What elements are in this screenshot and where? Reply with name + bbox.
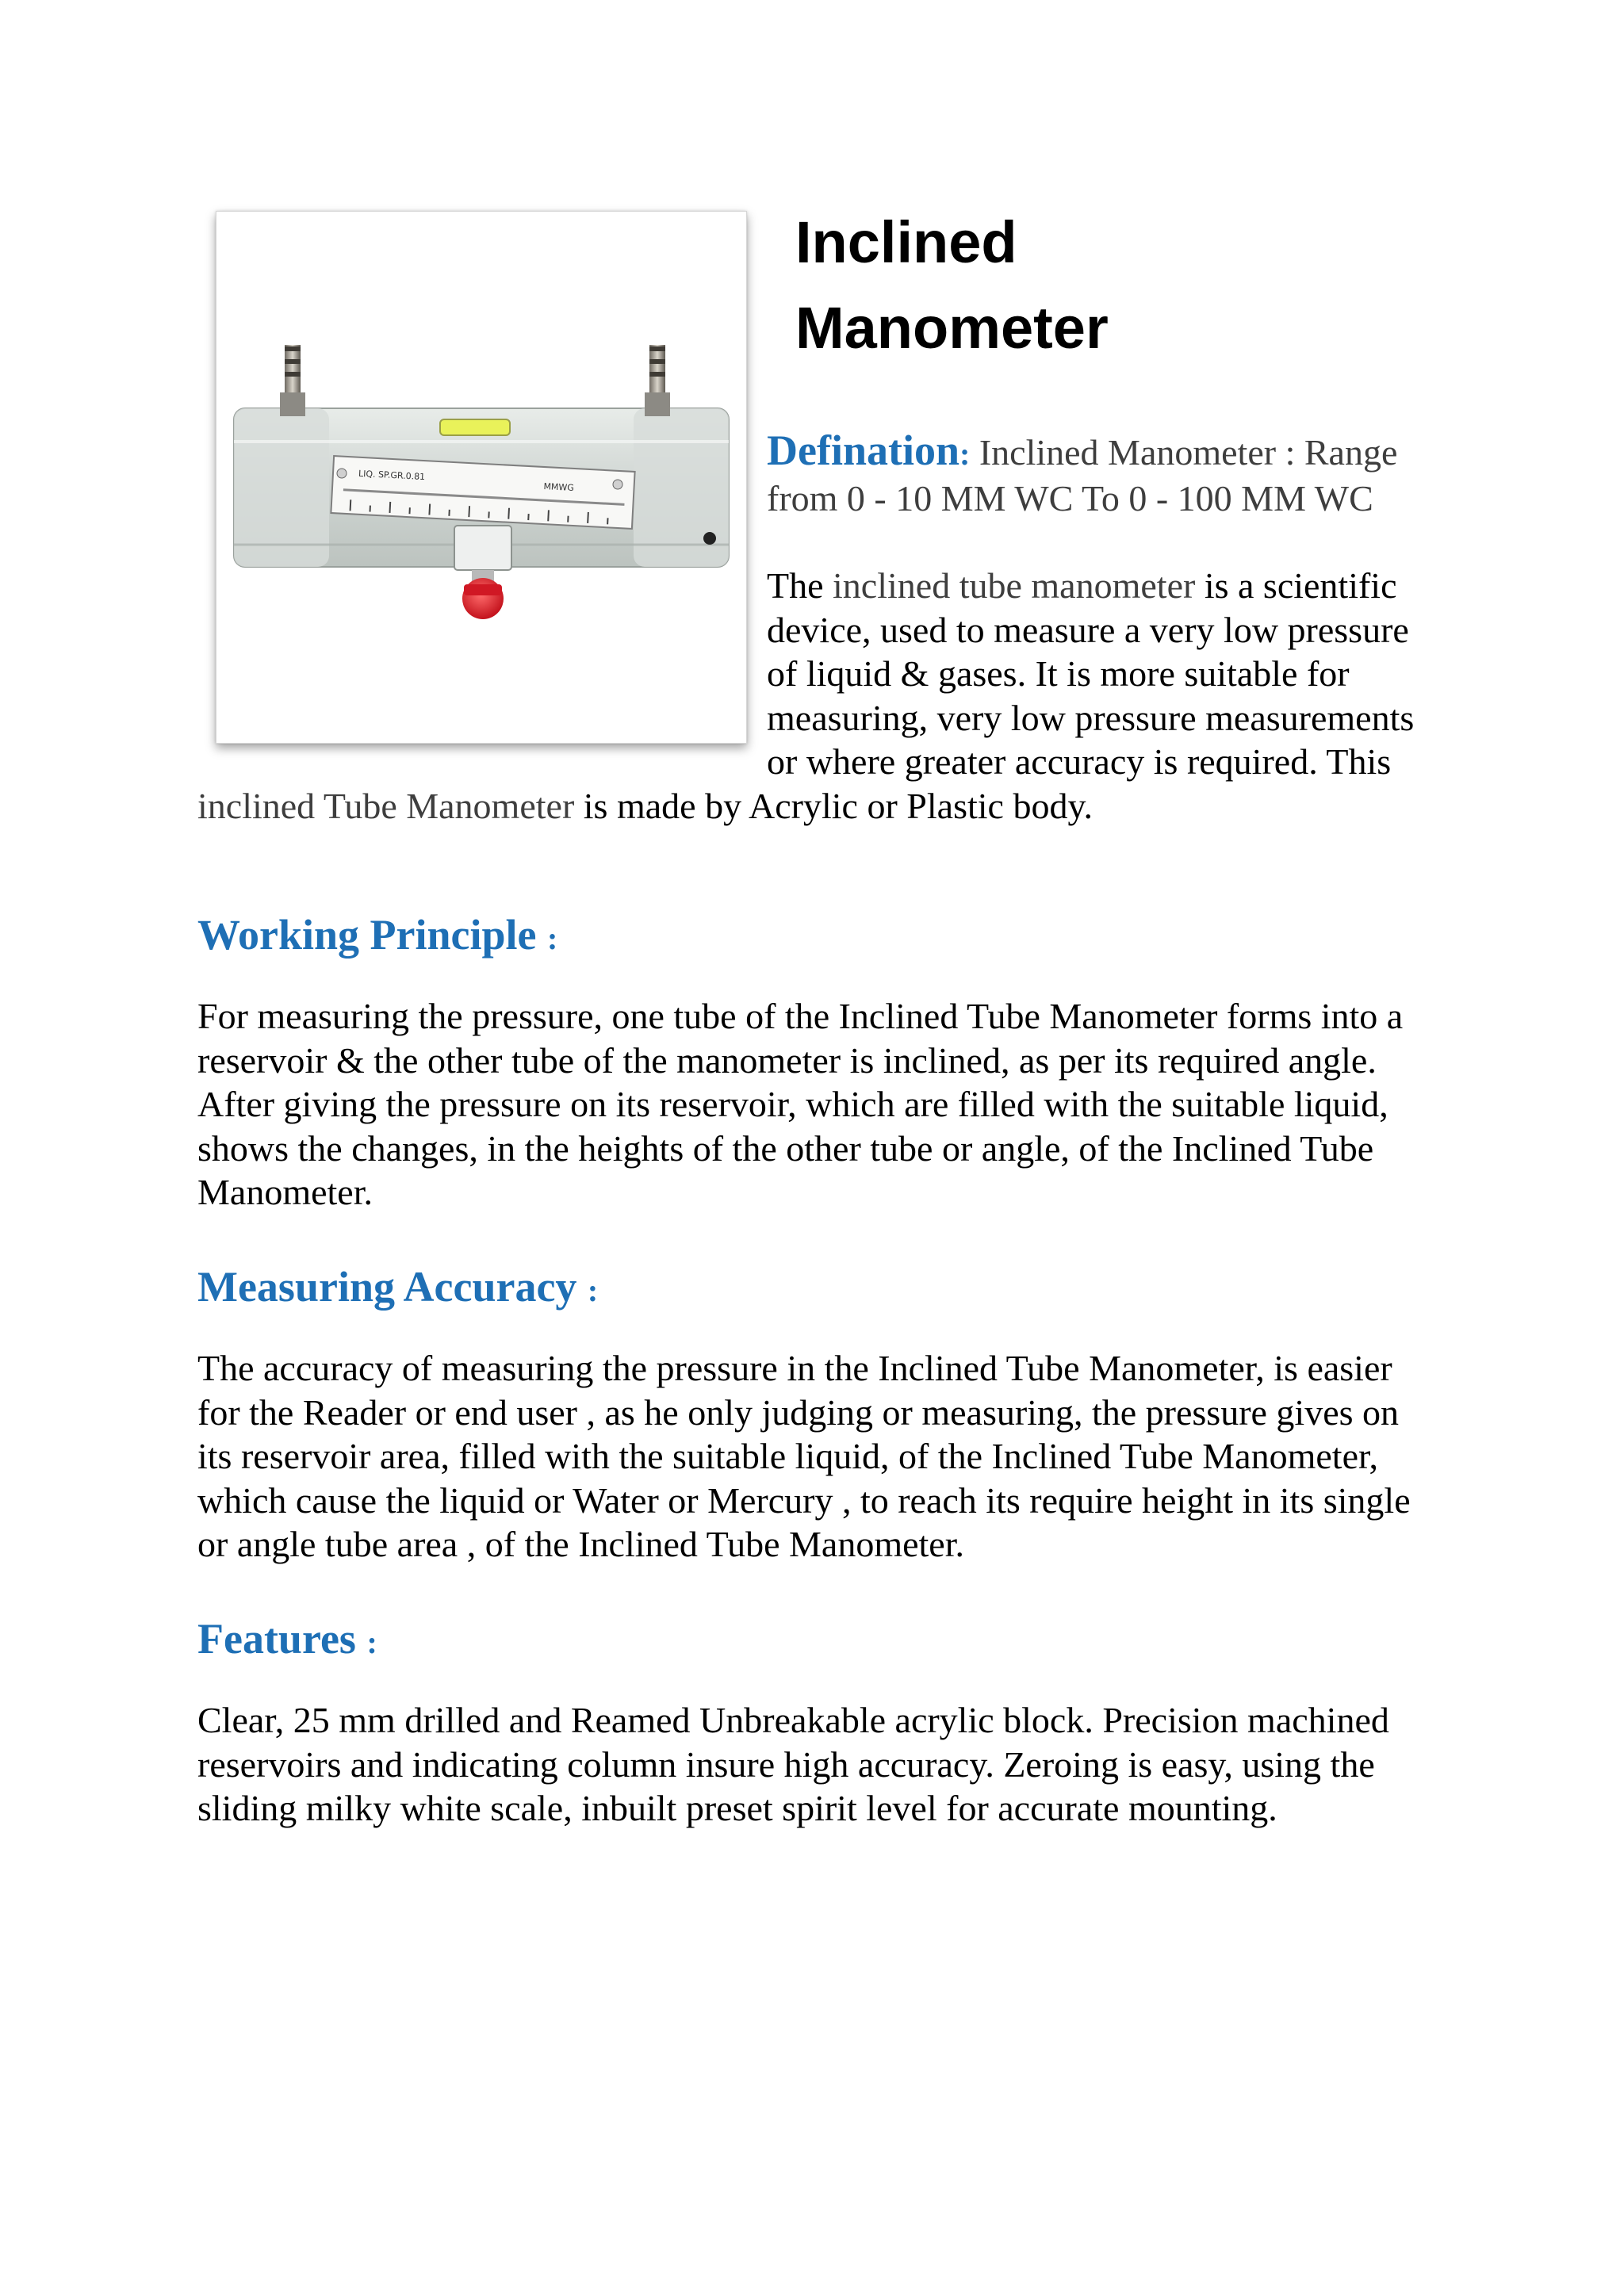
intro-text-2: is a scientific device, used to measure a very low pressure of liquid & gases. It is more suitable for measuring, very low pressure measurements or where greater accuracy is required. This xyxy=(767,565,1415,782)
scale-label-right: MMWG xyxy=(543,481,575,493)
features-heading-text: Features xyxy=(197,1615,356,1663)
measuring-accuracy-heading xyxy=(197,1262,598,1315)
intro-text-3: is made by Acrylic or Plastic body. xyxy=(574,785,1093,826)
measuring-accuracy-text: The accuracy of measuring the pressure in the Inclined Tube Manometer, is easier for the Reader or end user , as he only judging or measuring, the pressure gives on its reservoir area, filled with the suitable liquid, of the Inclined Tube Manometer, which cause the liquid or Water or Mercury , to reach its require height in its single or angle tube area , of the Inclined Tube Manometer. xyxy=(197,1348,1411,1564)
page-title xyxy=(795,200,1509,371)
scale-label-left: LIQ. SP.GR.0.81 xyxy=(358,468,426,483)
features-heading xyxy=(197,1614,377,1667)
definition-text: Inclined Manometer : Range from 0 - 10 MM WC To 0 - 100 MM WC xyxy=(767,432,1398,519)
intro-link-2: inclined Tube Manometer xyxy=(197,785,575,826)
working-principle-heading xyxy=(197,910,557,963)
features-colon: : xyxy=(366,1624,377,1660)
measuring-accuracy-heading-text: Measuring Accuracy xyxy=(197,1263,577,1311)
definition-heading: Defination xyxy=(767,427,959,474)
features-text: Clear, 25 mm drilled and Reamed Unbreakable acrylic block. Precision machined reservoirs and indicating column insure high accuracy. Zeroing is easy, using the sliding milky white scale, inbuilt preset spirit level for accurate mounting. xyxy=(197,1700,1389,1828)
definition-colon: : xyxy=(959,436,971,472)
intro-text-1: The xyxy=(767,565,833,606)
title-line-2: Manometer xyxy=(795,295,1109,361)
intro-link-1: inclined tube manometer xyxy=(833,565,1196,606)
working-principle-text: For measuring the pressure, one tube of the Inclined Tube Manometer forms into a reservoir & the other tube of the manometer is inclined, as per its required angle. After giving the pressure on its reservoir, which are filled with the suitable liquid, shows the changes, in the heights of the other tube or angle, of the Inclined Tube Manometer. xyxy=(197,996,1404,1212)
intro-block xyxy=(197,426,1434,828)
measuring-accuracy-colon: : xyxy=(587,1272,599,1308)
working-principle-colon: : xyxy=(547,920,558,956)
working-principle-heading-text: Working Principle xyxy=(197,911,537,959)
title-line-1: Inclined xyxy=(795,209,1017,275)
